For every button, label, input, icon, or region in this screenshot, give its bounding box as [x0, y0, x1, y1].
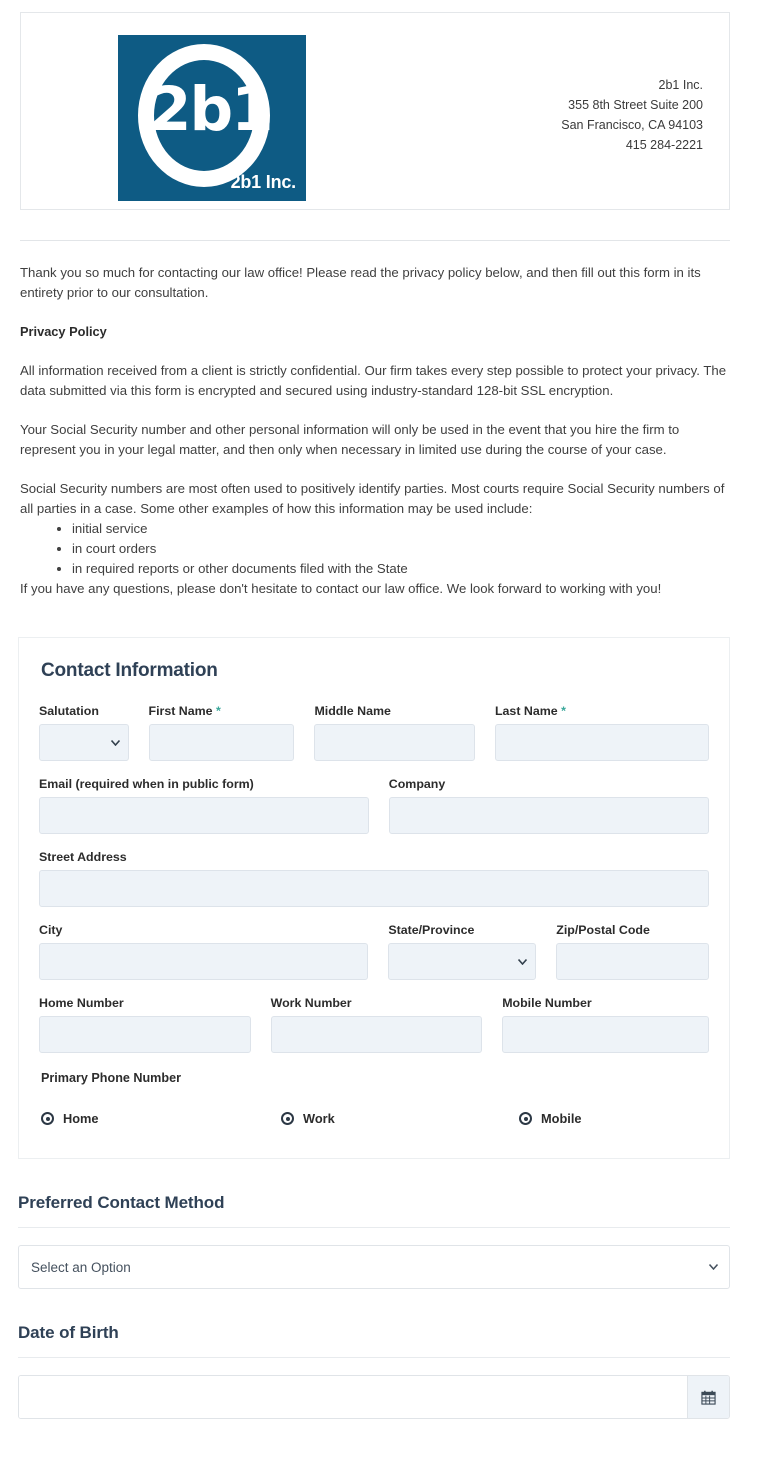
- last-name-input[interactable]: [495, 724, 709, 761]
- field-mobile-number: [492, 996, 719, 1053]
- label-last-name: [495, 704, 709, 718]
- policy-paragraph-3: Social Security numbers are most often used to positively identify parties. Most courts require Social Security numbers of all parties in a case. Some other examples of how this information may be used include:: [20, 481, 725, 516]
- label-street-address: Street Address: [39, 850, 127, 864]
- email-input[interactable]: [39, 797, 369, 834]
- radio-primary-phone-home[interactable]: [41, 1111, 281, 1126]
- list-item: • initial service: [72, 519, 730, 539]
- field-email: [29, 777, 379, 834]
- state-select-wrap[interactable]: [388, 943, 536, 980]
- closing-paragraph: If you have any questions, please don't hesitate to contact our law office. We look forward to working with you!: [20, 581, 662, 596]
- label-salutation: Salutation: [39, 704, 99, 718]
- radio-label: Home: [63, 1111, 99, 1126]
- date-of-birth-section: [18, 1323, 730, 1419]
- section-rule: [18, 1227, 730, 1228]
- date-of-birth-input[interactable]: [19, 1376, 687, 1418]
- list-item: • in required reports or other documents filed with the State: [72, 559, 730, 579]
- label-last-name-text: Last Name: [494, 704, 558, 718]
- address-line-city: San Francisco, CA 94103: [561, 118, 703, 132]
- label-home-number: Home Number: [39, 996, 124, 1010]
- preferred-contact-method-title: Preferred Contact Method: [18, 1193, 225, 1212]
- street-row: [29, 850, 719, 907]
- radio-icon: [519, 1112, 532, 1125]
- work-number-input[interactable]: [271, 1016, 483, 1053]
- radio-icon: [41, 1112, 54, 1125]
- label-company: Company: [388, 777, 446, 791]
- field-first-name: [139, 704, 305, 761]
- preferred-contact-select-wrap[interactable]: [18, 1245, 730, 1289]
- field-last-name: [485, 704, 719, 761]
- policy-usage-list: [20, 519, 730, 579]
- list-item: • in court orders: [72, 539, 730, 559]
- date-of-birth-field: [18, 1375, 730, 1419]
- panel-title: Contact Information: [41, 660, 218, 681]
- radio-primary-phone-work[interactable]: [281, 1111, 519, 1126]
- bottom-spacer: [0, 1419, 768, 1437]
- label-work-number: Work Number: [270, 996, 352, 1010]
- company-input[interactable]: [389, 797, 709, 834]
- field-salutation: [29, 704, 139, 761]
- label-city: City: [39, 923, 63, 937]
- logo-caption: 2b1 Inc.: [230, 172, 296, 192]
- company-address: [561, 75, 703, 155]
- field-home-number: [29, 996, 261, 1053]
- address-line-street: 355 8th Street Suite 200: [568, 98, 703, 112]
- home-number-input[interactable]: [39, 1016, 251, 1053]
- 2b1-logo-icon: [118, 35, 306, 201]
- phone-row: [29, 996, 719, 1053]
- field-company: [379, 777, 719, 834]
- zip-input[interactable]: [556, 943, 709, 980]
- field-zip: [546, 923, 719, 980]
- policy-paragraph-1: All information received from a client is strictly confidential. Our firm takes every step possible to protect your privacy. The data submitted via this form is encrypted and secured using industry-standard 128-bit SSL encryption.: [20, 363, 727, 398]
- label-email: Email (required when in public form): [39, 777, 254, 791]
- calendar-icon: [701, 1390, 716, 1405]
- intro-copy: [20, 263, 730, 599]
- radio-label: Work: [303, 1111, 335, 1126]
- mobile-number-input[interactable]: [502, 1016, 709, 1053]
- first-name-input[interactable]: [149, 724, 295, 761]
- street-address-input[interactable]: [39, 870, 709, 907]
- field-street-address: [29, 850, 719, 907]
- salutation-select[interactable]: [39, 724, 129, 761]
- calendar-button[interactable]: [687, 1376, 729, 1418]
- greeting-paragraph: Thank you so much for contacting our law office! Please read the privacy policy below, and then fill out this form in its entirety prior to our consultation.: [20, 265, 701, 300]
- address-line-phone: 415 284-2221: [625, 138, 703, 152]
- name-row: [29, 704, 719, 761]
- required-asterisk: *: [216, 704, 221, 718]
- label-state-province: State/Province: [388, 923, 475, 937]
- radio-primary-phone-mobile[interactable]: [519, 1111, 582, 1126]
- primary-phone-label: Primary Phone Number: [41, 1071, 181, 1085]
- letterhead: [20, 12, 730, 210]
- label-first-name: [149, 704, 295, 718]
- label-mobile-number: Mobile Number: [502, 996, 592, 1010]
- field-work-number: [261, 996, 493, 1053]
- state-province-select[interactable]: [388, 943, 536, 980]
- radio-label: Mobile: [541, 1111, 582, 1126]
- policy-paragraph-2: Your Social Security number and other personal information will only be used in the event that you hire the firm to represent you in your legal matter, and then only when necessary in limited use during the course of your case.: [20, 422, 680, 457]
- letterhead-divider: [20, 240, 730, 241]
- email-company-row: [29, 777, 719, 834]
- primary-phone-radio-group: [29, 1111, 719, 1132]
- preferred-contact-method-section: [18, 1193, 730, 1289]
- address-line-company: 2b1 Inc.: [658, 78, 703, 92]
- logo-wordmark: 2b1: [149, 74, 272, 145]
- section-rule: [18, 1357, 730, 1358]
- label-middle-name: Middle Name: [314, 704, 391, 718]
- radio-icon: [281, 1112, 294, 1125]
- privacy-policy-heading: Privacy Policy: [20, 324, 107, 339]
- city-input[interactable]: [39, 943, 368, 980]
- required-asterisk: *: [561, 704, 566, 718]
- field-state-province: [378, 923, 546, 980]
- middle-name-input[interactable]: [314, 724, 475, 761]
- logo-container: [118, 35, 306, 201]
- date-of-birth-title: Date of Birth: [18, 1323, 119, 1342]
- field-middle-name: [304, 704, 485, 761]
- salutation-select-wrap[interactable]: [39, 724, 129, 761]
- contact-information-panel: [18, 637, 730, 1159]
- city-state-zip-row: [29, 923, 719, 980]
- label-zip: Zip/Postal Code: [556, 923, 650, 937]
- preferred-contact-select[interactable]: [18, 1245, 730, 1289]
- field-city: [29, 923, 378, 980]
- label-first-name-text: First Name: [148, 704, 213, 718]
- form-page: [0, 12, 768, 1437]
